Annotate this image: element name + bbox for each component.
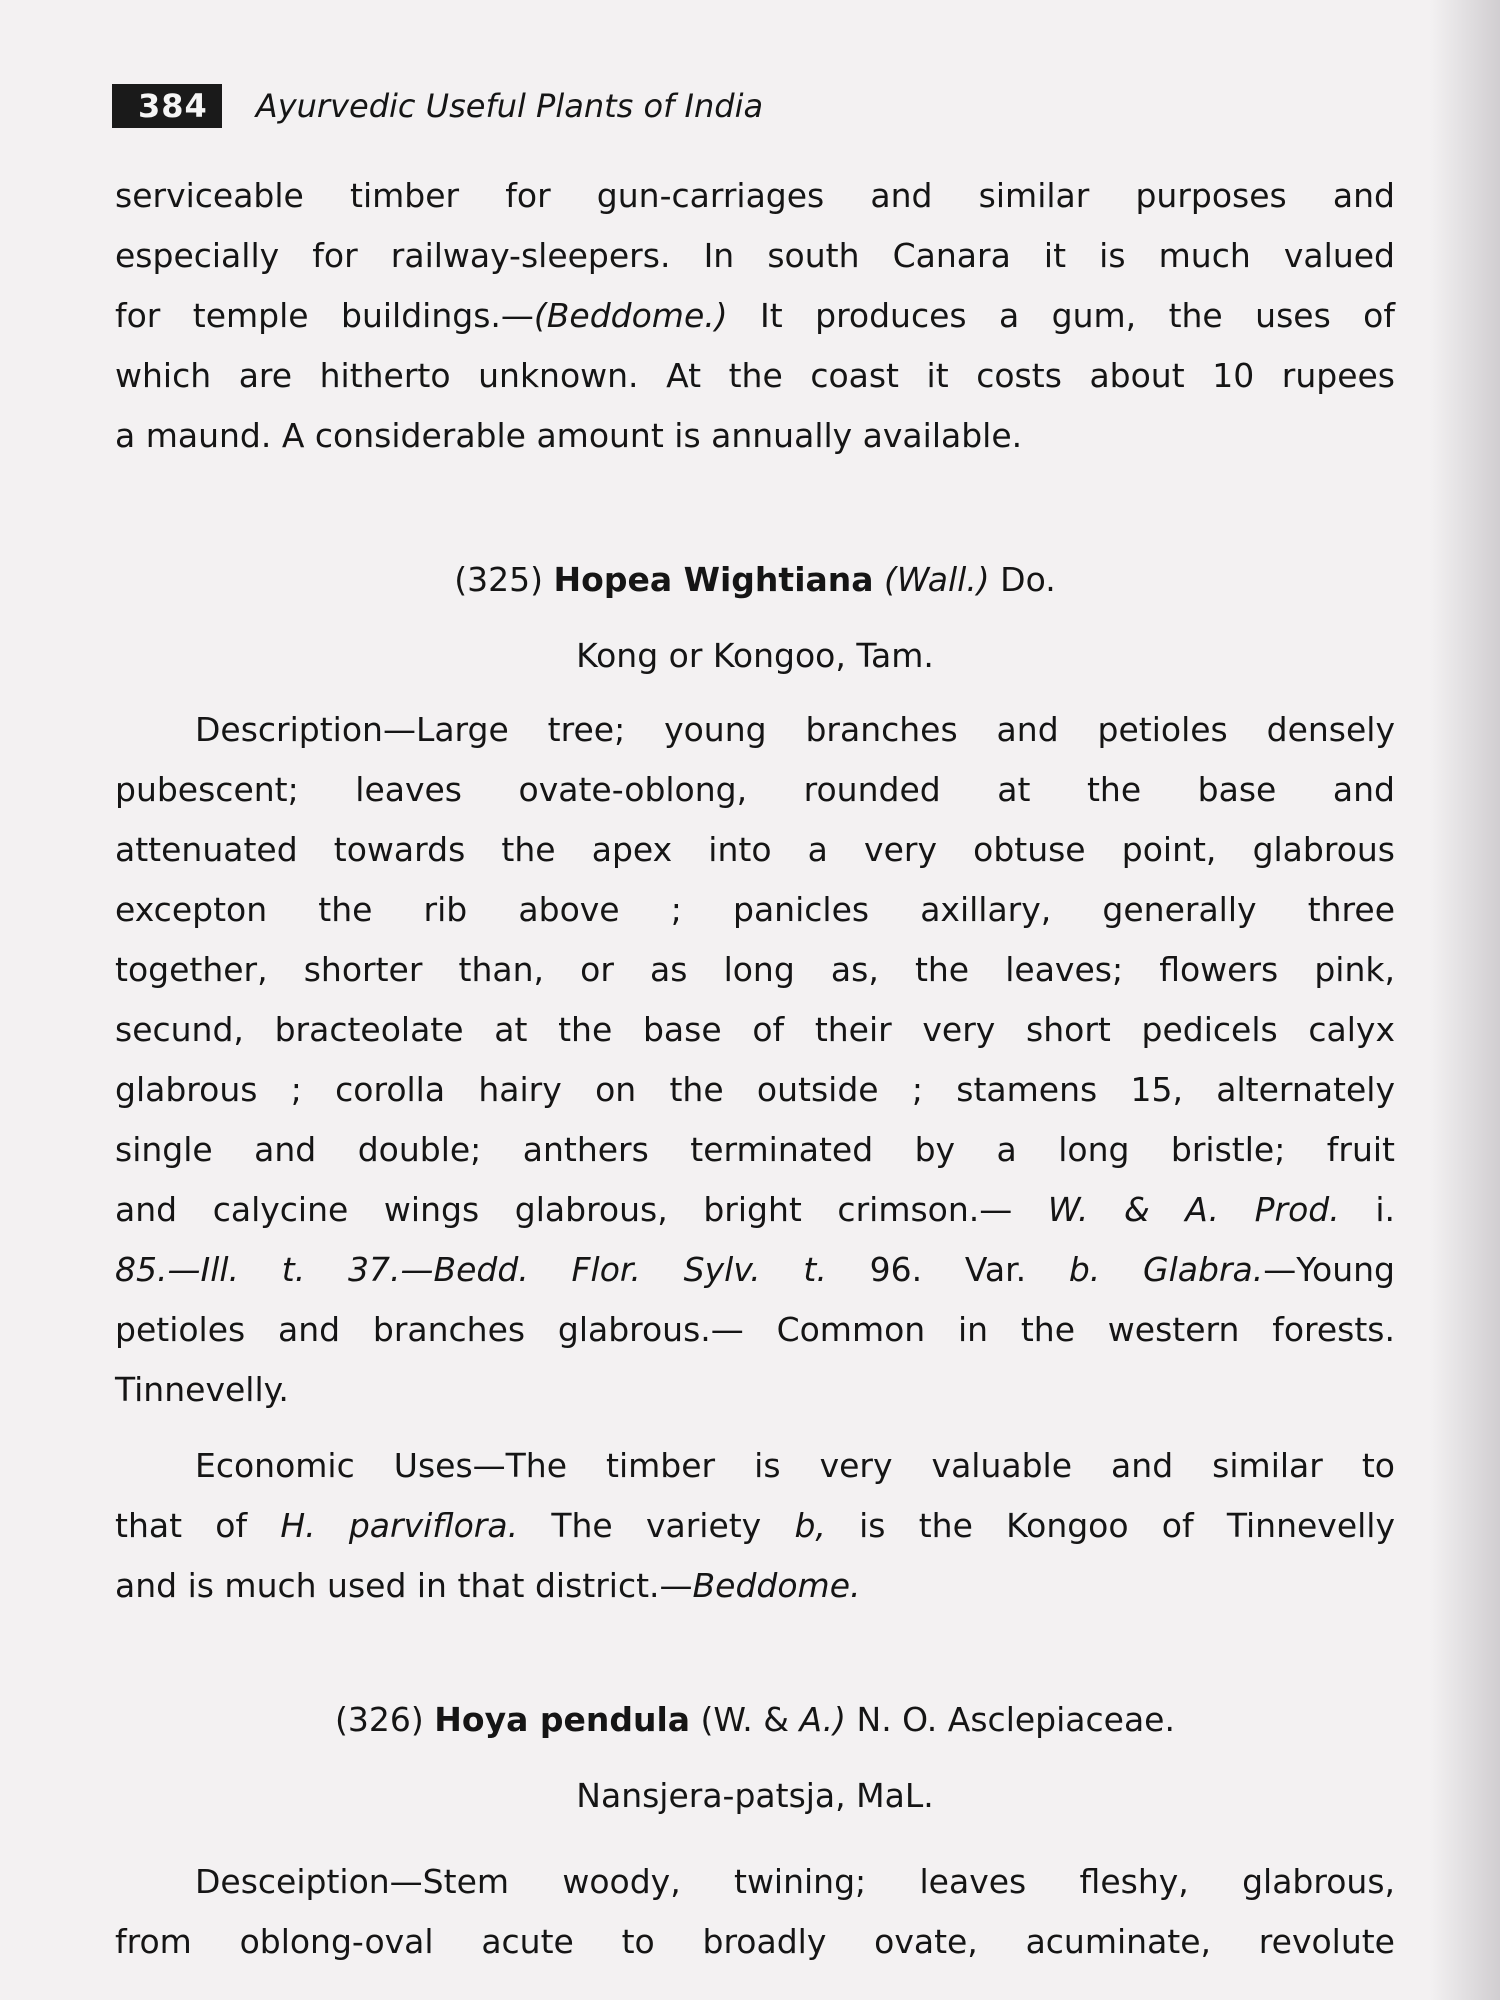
text-line: from oblong-oval acute to broadly ovate, acuminate, revolute bbox=[115, 1922, 1395, 1961]
text-line: that of H. parviflora. The variety b, is the Kongoo of Tinnevelly bbox=[115, 1506, 1395, 1545]
text-line: which are hitherto unknown. At the coast it costs about 10 rupees bbox=[115, 356, 1395, 395]
text-line: secund, bracteolate at the base of their very short pedicels calyx bbox=[115, 1010, 1395, 1049]
page-number: 384 bbox=[112, 84, 222, 128]
text-line: for temple buildings.—(Beddome.) It produces a gum, the uses of bbox=[115, 296, 1395, 335]
text-line: serviceable timber for gun-carriages and similar purposes and bbox=[115, 176, 1395, 215]
page-header bbox=[112, 84, 763, 128]
text-line: Description—Large tree; young branches and petioles densely bbox=[195, 710, 1395, 749]
text-line: excepton the rib above ; panicles axillary, generally three bbox=[115, 890, 1395, 929]
vernacular-name-326: Nansjera-patsja, MaL. bbox=[576, 1776, 934, 1815]
text-line: single and double; anthers terminated by a long bristle; fruit bbox=[115, 1130, 1395, 1169]
vernacular-name-325: Kong or Kongoo, Tam. bbox=[576, 636, 934, 675]
running-title: Ayurvedic Useful Plants of India bbox=[255, 87, 764, 125]
text-line: Desceiption—Stem woody, twining; leaves fleshy, glabrous, bbox=[195, 1862, 1395, 1901]
entry-heading-325: (325) Hopea Wightiana (Wall.) Do. bbox=[454, 560, 1056, 599]
text-line: especially for railway-sleepers. In south Canara it is much valued bbox=[115, 236, 1395, 275]
text-line: petioles and branches glabrous.— Common in the western forests. bbox=[115, 1310, 1395, 1349]
text-line: a maund. A considerable amount is annually available. bbox=[115, 416, 1023, 455]
entry-heading-326: (326) Hoya pendula (W. & A.) N. O. Asclepiaceae. bbox=[335, 1700, 1175, 1739]
text-line: and is much used in that district.—Beddome. bbox=[115, 1566, 861, 1605]
page-edge-shadow bbox=[1430, 0, 1500, 2000]
text-line: Tinnevelly. bbox=[115, 1370, 289, 1409]
text-line: glabrous ; corolla hairy on the outside ; stamens 15, alternately bbox=[115, 1070, 1395, 1109]
text-line: attenuated towards the apex into a very obtuse point, glabrous bbox=[115, 830, 1395, 869]
text-line: Economic Uses—The timber is very valuable and similar to bbox=[195, 1446, 1395, 1485]
text-line: and calycine wings glabrous, bright crimson.— W. & A. Prod. i. bbox=[115, 1190, 1396, 1229]
text-line: together, shorter than, or as long as, the leaves; flowers pink, bbox=[115, 950, 1395, 989]
text-line: pubescent; leaves ovate-oblong, rounded at the base and bbox=[115, 770, 1395, 809]
text-line: 85.—Ill. t. 37.—Bedd. Flor. Sylv. t. 96. Var. b. Glabra.—Young bbox=[115, 1250, 1395, 1289]
